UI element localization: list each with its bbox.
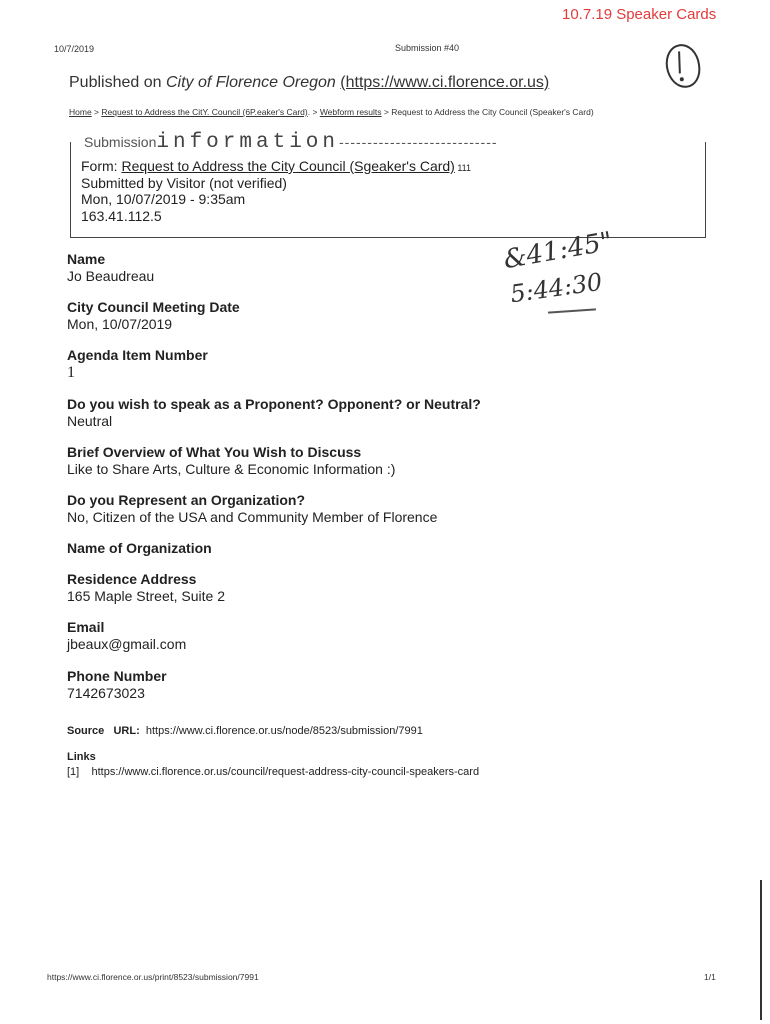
breadcrumb-request-link[interactable]: Request to Address the CitY. Council (6P.eaker's Card) xyxy=(101,107,308,117)
link-item xyxy=(67,766,479,778)
legend-information: information xyxy=(156,131,339,154)
field-organization-name-label: Name of Organization xyxy=(67,540,212,556)
field-organization-question-label: Do you Represent an Organization? xyxy=(67,492,306,508)
field-overview-label: Brief Overview of What You Wish to Discuss xyxy=(67,444,362,460)
breadcrumb xyxy=(69,107,594,117)
site-url-link[interactable]: (https://www.ci.florence.or.us) xyxy=(340,74,550,91)
breadcrumb-separator: . > xyxy=(307,107,320,117)
footer-page-number: 1/1 xyxy=(704,972,716,982)
site-name: City of Florence Oregon xyxy=(165,74,336,91)
field-meeting-date-value: Mon, 10/07/2019 xyxy=(67,316,173,332)
submission-information-legend xyxy=(84,131,500,154)
field-phone-value: 7142673023 xyxy=(67,685,145,701)
submitted-by: Submitted by Visitor (not verified) xyxy=(81,175,287,191)
form-suffix: 111 xyxy=(454,163,472,173)
field-name-value: Jo Beaudreau xyxy=(67,268,155,284)
source-label: Source xyxy=(67,725,105,737)
link-index: [1] xyxy=(67,766,80,778)
handwritten-underline xyxy=(548,308,596,313)
url-label: URL: xyxy=(113,725,140,737)
breadcrumb-current: Request to Address the City Council (Speaker's Card) xyxy=(391,107,594,117)
form-line xyxy=(81,158,471,174)
field-agenda-item-label: Agenda Item Number xyxy=(67,347,208,363)
link-url[interactable]: https://www.ci.florence.or.us/council/request-address-city-council-speakers-card xyxy=(91,766,480,778)
field-email-value: jbeaux@gmail.com xyxy=(67,636,187,652)
published-prefix: Published on xyxy=(69,74,166,91)
legend-dashes: ---------------------------- xyxy=(339,134,498,150)
scan-edge-line xyxy=(760,880,762,1020)
field-meeting-date-label: City Council Meeting Date xyxy=(67,299,240,315)
submission-number: Submission #40 xyxy=(395,43,460,53)
field-organization-question-value: No, Citizen of the USA and Community Member of Florence xyxy=(67,509,438,525)
field-address-label: Residence Address xyxy=(67,571,197,587)
footer-print-url: https://www.ci.florence.or.us/print/8523/submission/7991 xyxy=(47,972,259,982)
legend-submission: Submission xyxy=(84,134,157,150)
breadcrumb-separator: > xyxy=(381,107,392,117)
field-position-label: Do you wish to speak as a Proponent? Opponent? or Neutral? xyxy=(67,396,481,412)
submitted-datetime: Mon, 10/07/2019 - 9:35am xyxy=(81,191,246,207)
field-position-value: Neutral xyxy=(67,413,113,429)
breadcrumb-separator: > xyxy=(91,107,102,117)
field-name-label: Name xyxy=(67,251,106,267)
handwritten-time-2: 5:44:30 xyxy=(508,267,605,309)
handwritten-time-1: &41:45" xyxy=(501,226,615,276)
speaker-cards-stamp: 10.7.19 Speaker Cards xyxy=(562,6,717,23)
form-prefix: Form: xyxy=(81,158,122,174)
source-url-line xyxy=(67,725,423,737)
print-date: 10/7/2019 xyxy=(54,44,95,54)
field-phone-label: Phone Number xyxy=(67,668,167,684)
breadcrumb-home[interactable]: Home xyxy=(69,107,92,117)
breadcrumb-webform-results[interactable]: Webform results xyxy=(319,107,382,117)
published-line xyxy=(69,74,549,92)
field-email-label: Email xyxy=(67,619,105,635)
form-link[interactable]: Request to Address the City Council (Sgeaker's Card) xyxy=(121,158,455,174)
field-address-value: 165 Maple Street, Suite 2 xyxy=(67,588,225,604)
links-heading: Links xyxy=(67,751,96,763)
field-agenda-item-value: 1 xyxy=(67,364,75,381)
field-overview-value: Like to Share Arts, Culture & Economic Information :) xyxy=(67,461,396,477)
source-url-link[interactable]: https://www.ci.florence.or.us/node/8523/submission/7991 xyxy=(145,725,423,737)
submitter-ip: 163.41.112.5 xyxy=(81,208,162,224)
circled-exclamation-icon xyxy=(663,42,703,90)
